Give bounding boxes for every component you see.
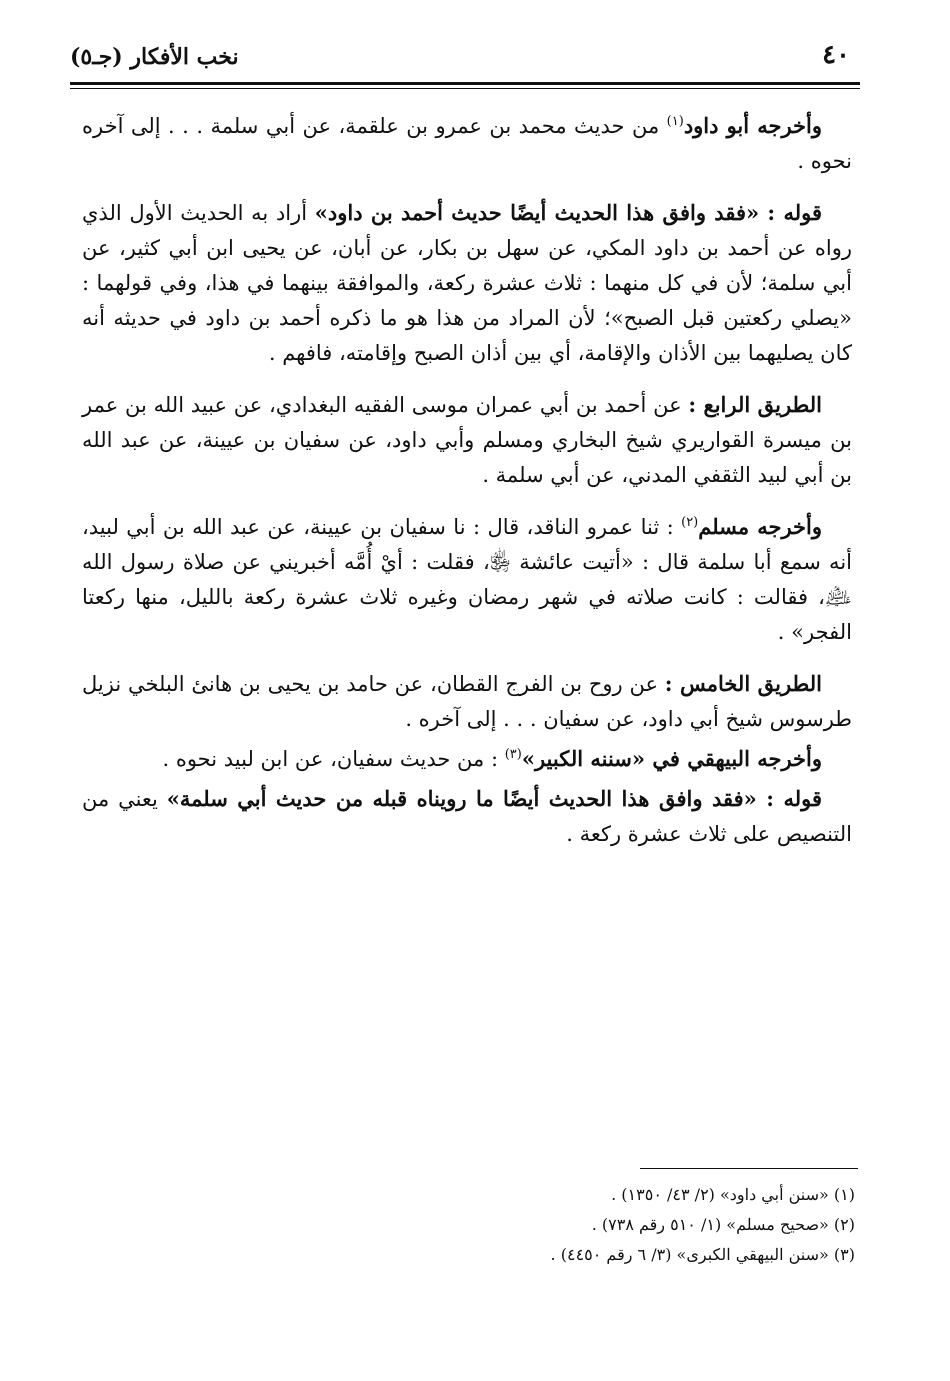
paragraph-text: عن روح بن الفرج القطان، عن حامد بن يحيى بن هانئ البلخي نزيل طرسوس شيخ أبي داود، عن سفيان . . . إلى آخره . <box>82 672 852 731</box>
footnote-marker: (١) <box>666 114 684 129</box>
paragraph-1 <box>82 108 852 179</box>
paragraph-text: : ثنا عمرو الناقد، قال : نا سفيان بن عيينة، عن عبد الله بن أبي لبيد، أنه سمع أبا سلمة قال : «أتيت عائشة ﵂، فقلت : أيْ أُمَّه أخبريني عن صلاة رسول الله ﵇، فقالت : كانت صلاته في شهر رمضان وغيره ثلاث عشرة ركعة بالليل، منها ركعتا الفجر» . <box>82 515 852 644</box>
paragraph-4 <box>82 509 852 650</box>
paragraph-text: : من حديث سفيان، عن ابن لبيد نحوه . <box>162 747 505 771</box>
paragraph-lead: وأخرجه مسلم <box>698 514 822 539</box>
header-rule-thin <box>70 88 860 89</box>
page-number: ٤٠ <box>822 40 850 70</box>
footnote-3: (٣) «سنن البيهقي الكبرى» (٣/ ٦ رقم ٤٤٥٠) . <box>550 1245 855 1264</box>
paragraph-2 <box>82 195 852 371</box>
paragraph-6 <box>82 741 852 777</box>
paragraph-lead: قوله : «فقد وافق هذا الحديث أيضًا حديث أحمد بن داود» <box>314 200 823 225</box>
footnote-marker: (٢) <box>681 515 699 530</box>
paragraph-lead: وأخرجه البيهقي في «سننه الكبير» <box>521 746 822 771</box>
footnotes <box>200 1180 855 1270</box>
running-title: نخب الأفكار (جـ٥) <box>70 44 239 70</box>
paragraph-7 <box>82 781 852 852</box>
paragraph-text: أراد به الحديث الأول الذي رواه عن أحمد بن داود المكي، عن سهل بن بكار، عن أبان، عن يحيى ابن أبي كثير، عن أبي سلمة؛ لأن في كل منهما : ثلاث عشرة ركعة، والموافقة بينهما في هذا، وفي قولهما : «يصلي ركعتين قبل الصبح»؛ لأن المراد من هذا هو ما ذكره أحمد بن داود في حديثه أنه كان يصليهما بين الأذان والإقامة، أي بين أذان الصبح وإقامته، فافهم . <box>82 201 852 365</box>
main-text <box>82 108 852 868</box>
footnote-separator <box>640 1168 858 1169</box>
paragraph-text: عن أحمد بن أبي عمران موسى الفقيه البغدادي، عن عبيد الله بن عمر بن ميسرة القواريري شيخ البخاري ومسلم وأبي داود، عن سفيان بن عيينة، عن عبد الله بن أبي لبيد الثقفي المدني، عن أبي سلمة . <box>82 393 852 487</box>
paragraph-lead: الطريق الرابع : <box>688 392 822 417</box>
footnote-2: (٢) «صحيح مسلم» (١/ ٥١٠ رقم ٧٣٨) . <box>591 1215 855 1234</box>
footnote-1: (١) «سنن أبي داود» (٢/ ٤٣/ ١٣٥٠) . <box>611 1185 855 1204</box>
footnote-marker: (٣) <box>504 747 522 762</box>
paragraph-lead: قوله : «فقد وافق هذا الحديث أيضًا ما رويناه قبله من حديث أبي سلمة» <box>166 786 822 811</box>
paragraph-text: يعني من التنصيص على ثلاث عشرة ركعة . <box>82 787 852 846</box>
paragraph-lead: الطريق الخامس : <box>664 671 822 696</box>
paragraph-3 <box>82 387 852 493</box>
paragraph-5 <box>82 666 852 737</box>
page-header <box>70 38 850 82</box>
header-rule-thick <box>70 82 860 85</box>
paragraph-text: من حديث محمد بن عمرو بن علقمة، عن أبي سلمة . . . إلى آخره نحوه . <box>82 114 852 173</box>
paragraph-lead: وأخرجه أبو داود <box>683 113 822 138</box>
